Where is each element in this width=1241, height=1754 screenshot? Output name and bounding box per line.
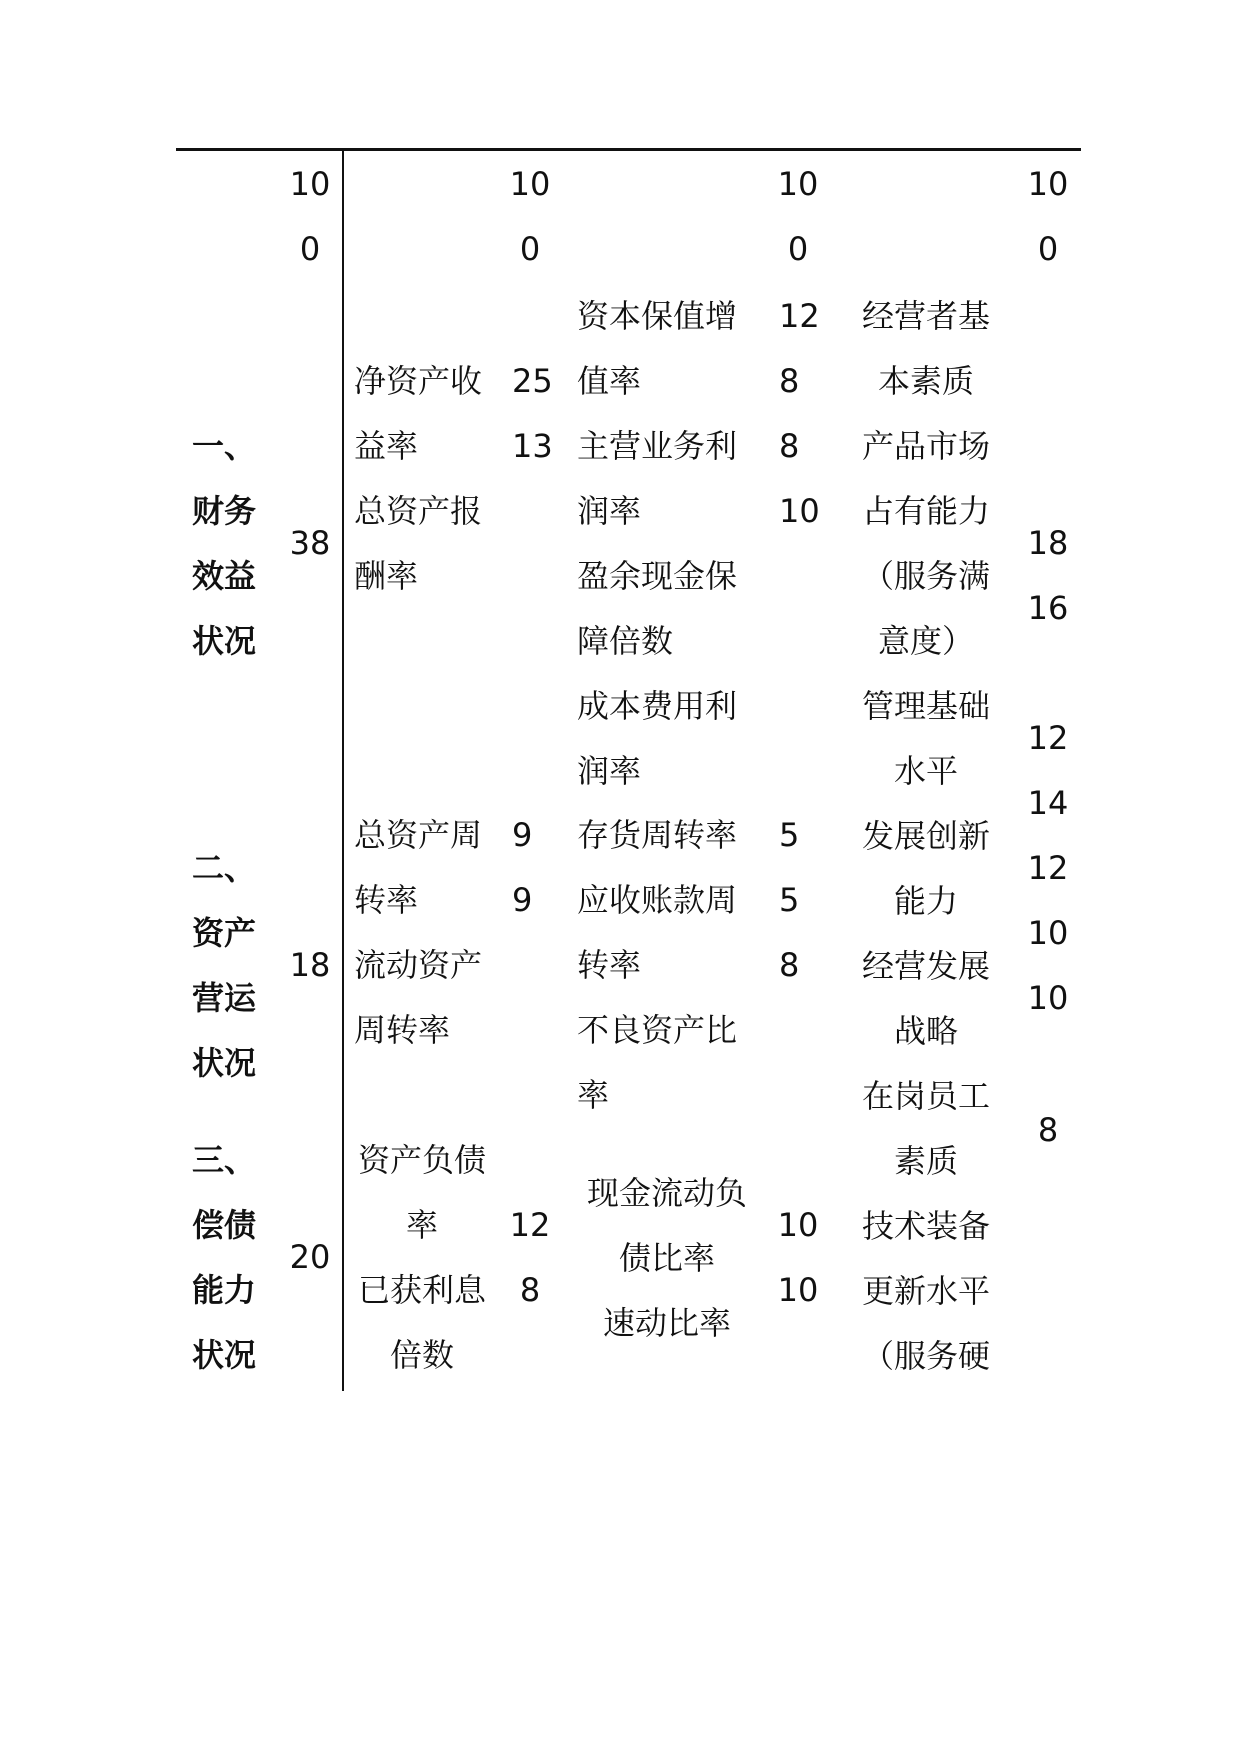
evaluation-scores-a: 18 16: [1027, 524, 1069, 627]
table-column-divider: [342, 149, 344, 1391]
section-2-modifier-scores: 5 5 8: [779, 816, 800, 984]
section-1-modifier-indicators: 资本保值增 值率 主营业务利 润率 盈余现金保 障倍数 成本费用利 润率: [577, 297, 738, 790]
section-2-title: 二、 资产 营运 状况: [192, 849, 257, 1082]
section-1-title: 一、 财务 效益 状况: [192, 427, 257, 660]
section-2-basic-indicators: 总资产周 转率 流动资产 周转率: [354, 816, 483, 1049]
total-score-basic: 10 0: [509, 165, 551, 268]
total-score-evaluation: 10 0: [1027, 165, 1069, 268]
section-3-basic-indicators: 资产负债 率 已获利息 倍数: [357, 1141, 486, 1374]
section-2-weight: 18: [289, 946, 331, 984]
section-3-basic-scores: 12 8: [509, 1206, 551, 1309]
section-3-modifier-indicators: 现金流动负 债比率 速动比率: [586, 1174, 747, 1342]
total-score-sections: 10 0: [289, 165, 331, 268]
section-1-basic-scores: 25 13: [512, 362, 553, 465]
section-2-modifier-indicators: 存货周转率 应收账款周 转率 不良资产比 率: [577, 816, 738, 1114]
section-1-basic-indicators: 净资产收 益率 总资产报 酬率: [354, 362, 483, 595]
table-top-rule: [176, 148, 1081, 151]
section-1-weight: 38: [289, 524, 331, 562]
section-3-modifier-scores: 10 10: [777, 1206, 819, 1309]
section-3-weight: 20: [289, 1238, 331, 1276]
evaluation-scores-c: 8: [1037, 1111, 1059, 1149]
section-2-basic-scores: 9 9: [512, 816, 533, 919]
evaluation-scores-b: 12 14 12 10 10: [1027, 719, 1069, 1017]
total-score-modifier: 10 0: [777, 165, 819, 268]
section-1-modifier-scores: 12 8 8 10: [779, 297, 820, 530]
section-3-title: 三、 偿债 能力 状况: [192, 1141, 257, 1374]
evaluation-indicators: 经营者基 本素质 产品市场 占有能力 （服务满 意度） 管理基础 水平 发展创新 能力 经营发展 战略 在岗员工 素质 技术装备 更新水平 （服务硬: [861, 297, 990, 1375]
